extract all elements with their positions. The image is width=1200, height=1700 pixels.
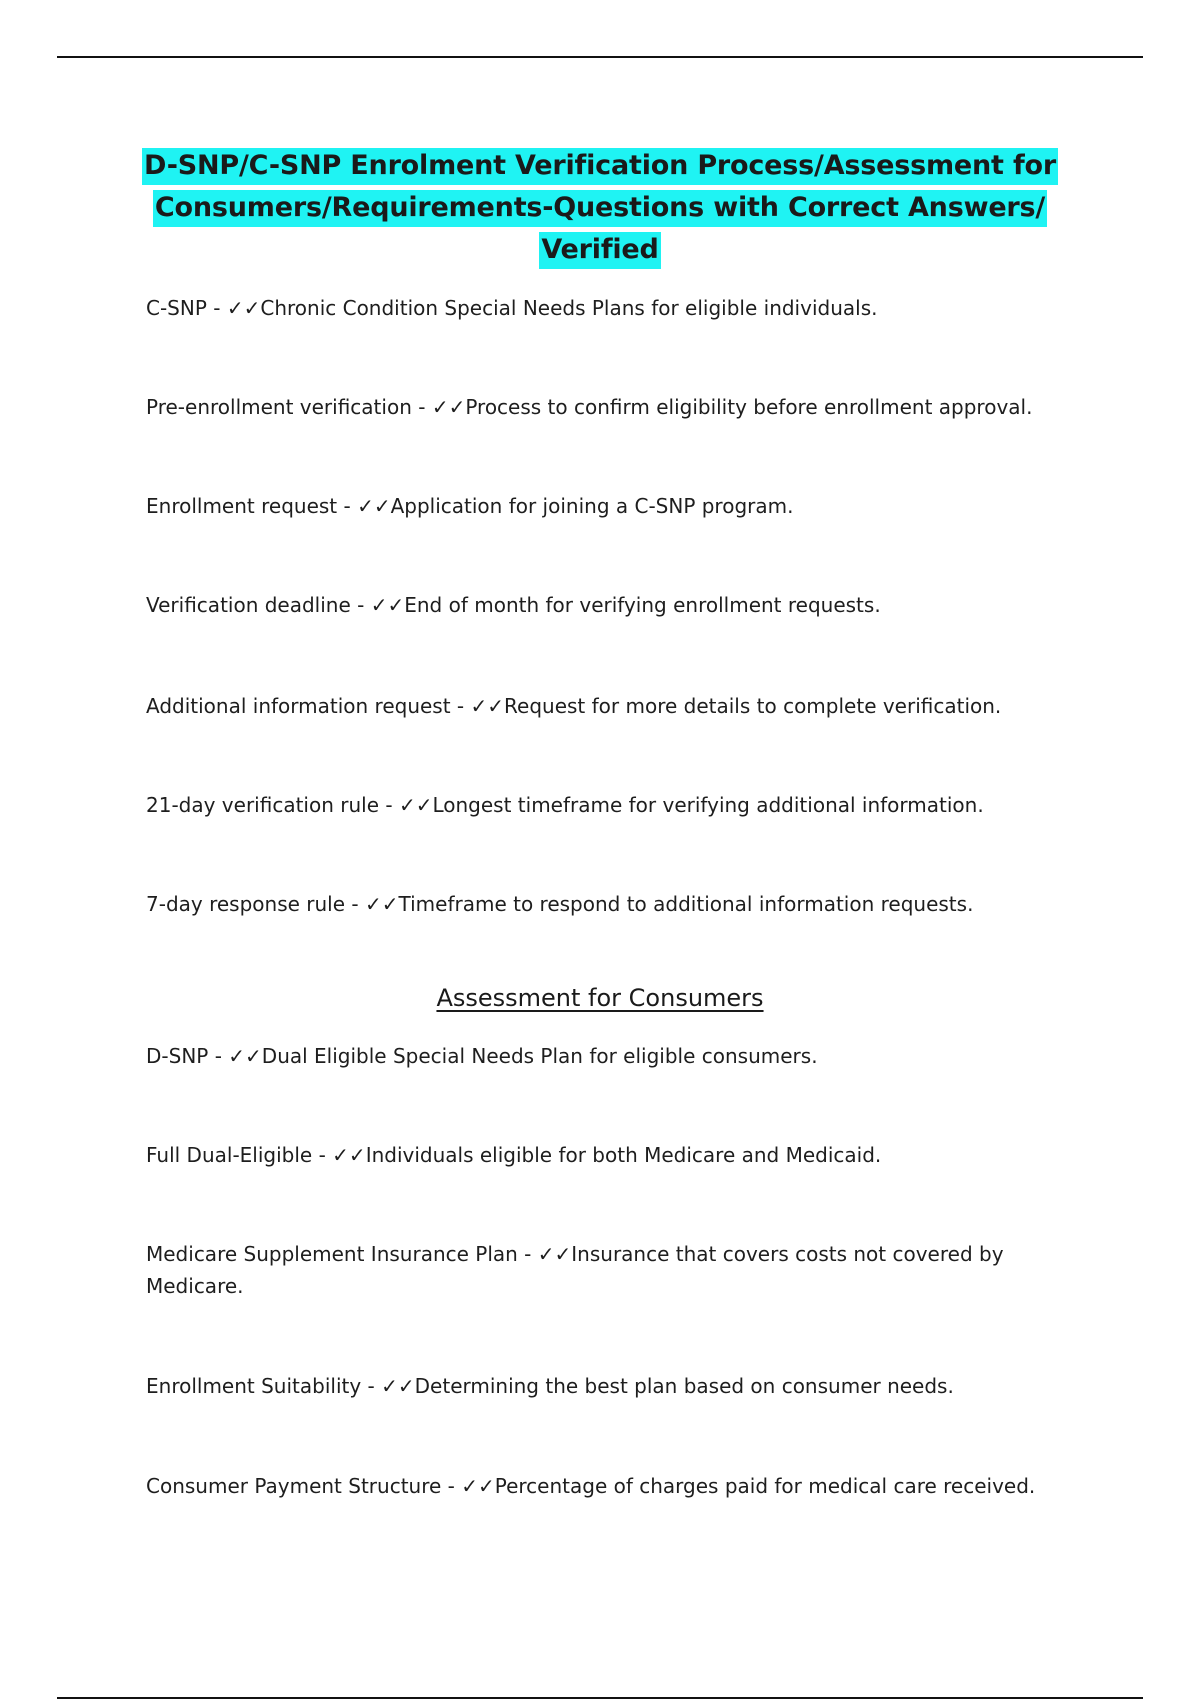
qa-item-21-day-verification-rule: 21-day verification rule - ✓✓Longest timeframe for verifying additional information. — [146, 793, 984, 817]
double-check-icon: ✓✓ — [332, 1143, 366, 1167]
qa-definition: Process to confirm eligibility before enrollment approval. — [465, 395, 1033, 419]
qa-term: Enrollment Suitability — [146, 1374, 362, 1398]
qa-definition: Timeframe to respond to additional information requests. — [398, 892, 974, 916]
qa-term: 7-day response rule — [146, 892, 346, 916]
qa-definition: End of month for verifying enrollment requests. — [404, 593, 881, 617]
qa-item-full-dual-eligible: Full Dual-Eligible - ✓✓Individuals eligible for both Medicare and Medicaid. — [146, 1143, 882, 1167]
qa-term: Enrollment request — [146, 494, 338, 518]
qa-item-pre-enrollment-verification: Pre-enrollment verification - ✓✓Process to confirm eligibility before enrollment approval. — [146, 395, 1033, 419]
section-heading-assessment: Assessment for Consumers — [436, 984, 764, 1012]
qa-term: Additional information request — [146, 694, 451, 718]
qa-term: Consumer Payment Structure — [146, 1474, 442, 1498]
qa-item-verification-deadline: Verification deadline - ✓✓End of month for verifying enrollment requests. — [146, 593, 881, 617]
qa-term: C-SNP — [146, 296, 207, 320]
qa-term: 21-day verification rule — [146, 793, 380, 817]
qa-item-additional-information-request: Additional information request - ✓✓Request for more details to complete verification. — [146, 694, 1002, 718]
top-divider — [57, 56, 1143, 58]
qa-term: Verification deadline — [146, 593, 351, 617]
qa-item-enrollment-suitability: Enrollment Suitability - ✓✓Determining the best plan based on consumer needs. — [146, 1374, 954, 1398]
qa-item-consumer-payment-structure: Consumer Payment Structure - ✓✓Percentage of charges paid for medical care received. — [146, 1474, 1036, 1498]
double-check-icon: ✓✓ — [228, 1044, 262, 1068]
qa-item-c-snp: C-SNP - ✓✓Chronic Condition Special Needs Plans for eligible individuals. — [146, 296, 878, 320]
double-check-icon: ✓✓ — [370, 593, 405, 617]
qa-term: Medicare Supplement Insurance Plan — [146, 1242, 518, 1266]
double-check-icon: ✓✓ — [461, 1474, 495, 1498]
title-line-3: Verified — [539, 232, 660, 269]
double-check-icon: ✓✓ — [537, 1242, 572, 1266]
document-title — [130, 145, 1070, 271]
qa-item-enrollment-request: Enrollment request - ✓✓Application for joining a C-SNP program. — [146, 494, 794, 518]
title-line-1: D-SNP/C-SNP Enrolment Verification Process/Assessment for — [142, 148, 1058, 185]
qa-definition: Dual Eligible Special Needs Plan for eligible consumers. — [261, 1044, 818, 1068]
qa-definition: Longest timeframe for verifying additional information. — [432, 793, 984, 817]
qa-item-d-snp: D-SNP - ✓✓Dual Eligible Special Needs Plan for eligible consumers. — [146, 1044, 818, 1068]
qa-definition: Percentage of charges paid for medical care received. — [494, 1474, 1036, 1498]
double-check-icon: ✓✓ — [381, 1374, 415, 1398]
double-check-icon: ✓✓ — [431, 395, 466, 419]
qa-definition: Request for more details to complete verification. — [504, 694, 1002, 718]
double-check-icon: ✓✓ — [226, 296, 261, 320]
title-line-2: Consumers/Requirements-Questions with Correct Answers/ — [153, 190, 1047, 227]
qa-term: D-SNP — [146, 1044, 209, 1068]
qa-definition: Chronic Condition Special Needs Plans for eligible individuals. — [260, 296, 878, 320]
qa-definition: Application for joining a C-SNP program. — [390, 494, 794, 518]
qa-definition: Insurance that covers costs not covered by Medicare. — [146, 1242, 1004, 1298]
qa-term: Pre-enrollment verification — [146, 395, 412, 419]
bottom-divider — [57, 1697, 1143, 1699]
double-check-icon: ✓✓ — [398, 793, 433, 817]
qa-item-medicare-supplement-insurance-plan: Medicare Supplement Insurance Plan - ✓✓Insurance that covers costs not covered by Medicare. — [146, 1242, 1004, 1298]
qa-definition: Individuals eligible for both Medicare and Medicaid. — [365, 1143, 882, 1167]
qa-term: Full Dual-Eligible — [146, 1143, 313, 1167]
double-check-icon: ✓✓ — [364, 892, 399, 916]
double-check-icon: ✓✓ — [470, 694, 505, 718]
qa-definition: Determining the best plan based on consumer needs. — [414, 1374, 954, 1398]
double-check-icon: ✓✓ — [357, 494, 391, 518]
qa-item-7-day-response-rule: 7-day response rule - ✓✓Timeframe to respond to additional information requests. — [146, 892, 974, 916]
